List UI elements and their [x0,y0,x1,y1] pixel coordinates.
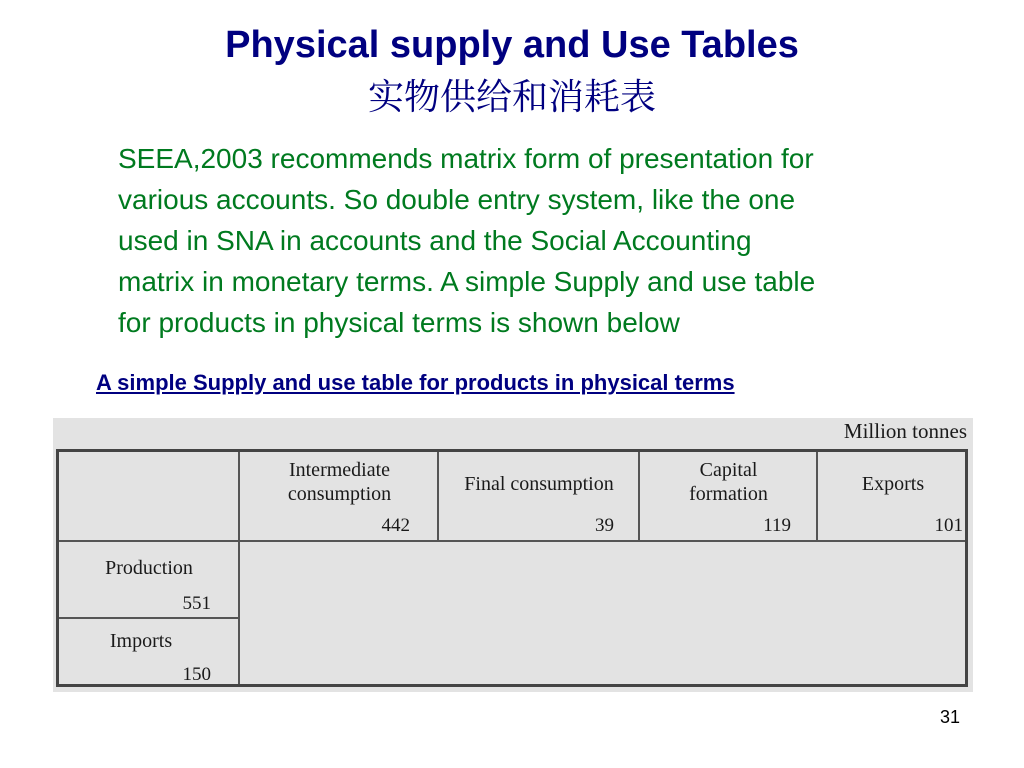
slide-title: Physical supply and Use Tables [225,24,799,66]
page-number: 31 [939,707,960,727]
column-divider [816,452,818,541]
column-header-line: Capital [699,459,758,481]
column-header-line: formation [689,483,768,505]
body-line: various accounts. So double entry system, like the one [118,184,796,215]
body-line: used in SNA in accounts and the Social Accounting [118,225,752,256]
body-paragraph [118,138,998,343]
table-caption: A simple Supply and use table for products in physical terms [96,370,735,395]
header-divider [59,540,965,542]
column-header-line: consumption [287,483,392,505]
body-line: SEEA,2003 recommends matrix form of presentation for [118,143,814,174]
slide-subtitle-chinese: 实物供给和消耗表 [367,77,656,118]
column-header-exports [819,472,967,496]
column-divider [238,452,240,541]
column-value-capital-formation: 119 [763,515,791,536]
column-value-exports: 101 [934,515,963,536]
column-header-line: Intermediate [288,459,391,481]
column-header-line: Final consumption [464,473,614,495]
column-divider [638,452,640,541]
row-divider [59,617,239,619]
column-value-intermediate-consumption: 442 [381,515,410,536]
column-header-intermediate-consumption [242,458,437,506]
row-header-production: Production [105,557,193,579]
column-header-final-consumption [440,472,638,496]
supply-use-table [53,418,973,692]
row-header-imports: Imports [109,630,173,652]
table-grid [56,449,968,687]
body-line: for products in physical terms is shown below [118,307,680,338]
column-divider [437,452,439,541]
column-value-final-consumption: 39 [595,515,614,536]
row-value-imports: 150 [182,664,211,685]
row-value-production: 551 [182,593,211,614]
column-header-line: Exports [861,473,925,495]
body-line: matrix in monetary terms. A simple Supply and use table [118,266,816,297]
unit-label: Million tonnes [843,419,967,443]
column-header-capital-formation [641,458,816,506]
